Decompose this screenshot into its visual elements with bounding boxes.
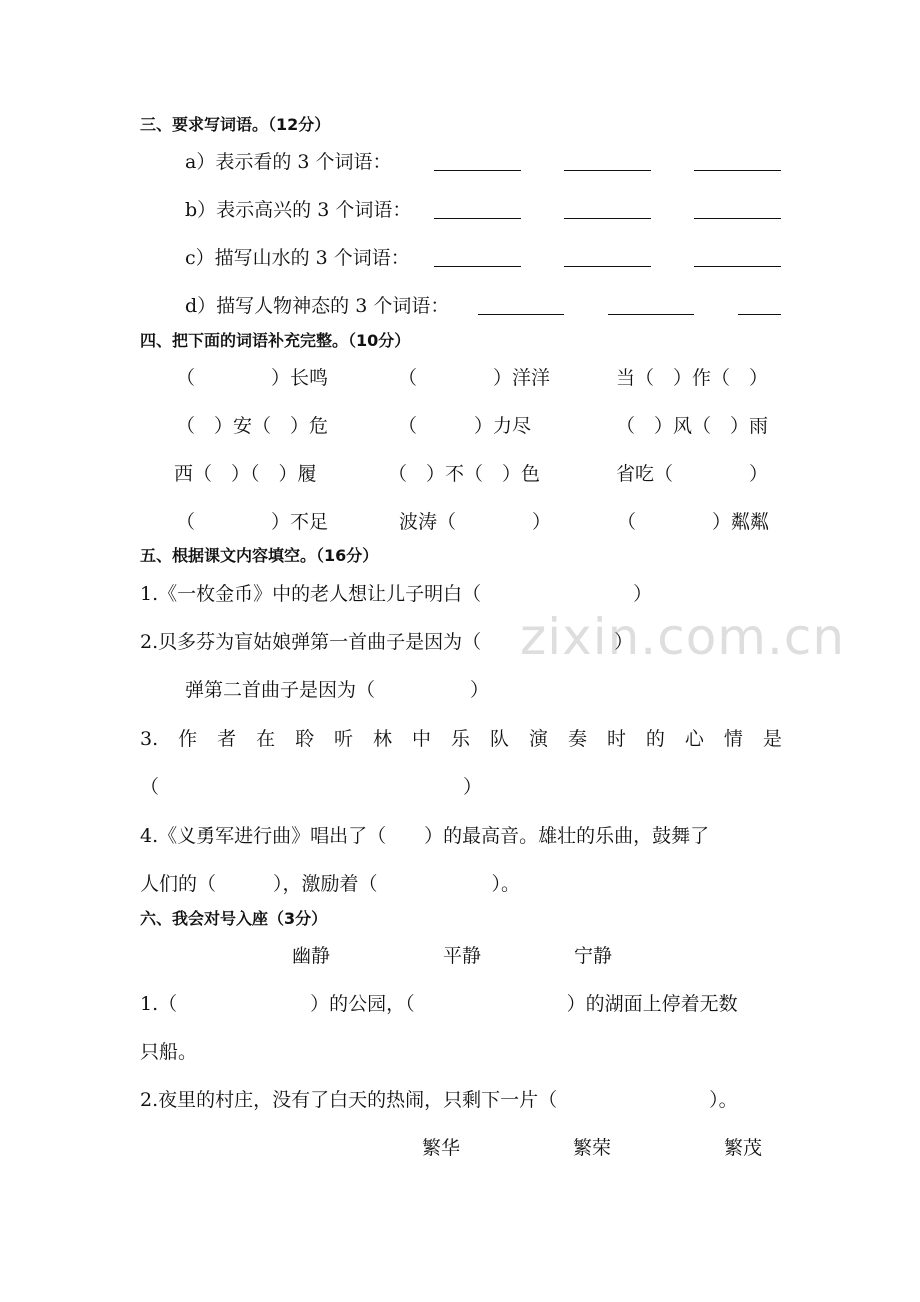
s4-r4-c2: 波涛（ ） bbox=[399, 511, 552, 533]
s5-l3-12: 时 bbox=[606, 728, 626, 750]
s5-l3-8: 乐 bbox=[451, 728, 471, 750]
s5-l3-11: 奏 bbox=[567, 728, 587, 750]
s3-c-blank-2[interactable] bbox=[564, 248, 651, 267]
section-3-title: 三、要求写词语。（12分） bbox=[140, 115, 331, 134]
s6-word-1: 幽静 bbox=[292, 945, 331, 967]
s3-d-blank-3[interactable] bbox=[738, 296, 781, 315]
s6-line-1: 1.（ ）的公园，（ ）的湖面上停着无数 bbox=[140, 993, 738, 1015]
s3-item-b: b）表示高兴的 3 个词语： bbox=[185, 199, 412, 221]
watermark: zixin.com.cn bbox=[520, 608, 846, 666]
s3-item-c: c）描写山水的 3 个词语： bbox=[185, 247, 410, 269]
section-6-title: 六、我会对号入座（3分） bbox=[140, 909, 328, 928]
s4-r4-c1: （ ）不足 bbox=[176, 511, 329, 533]
s3-a-blank-3[interactable] bbox=[694, 152, 781, 171]
s3-item-a: a）表示看的 3 个词语： bbox=[185, 151, 392, 173]
s5-l3-1: 作 bbox=[178, 728, 198, 750]
s5-l3-3: 在 bbox=[256, 728, 276, 750]
s4-r3-c2: （ ）不（ ）色 bbox=[388, 463, 541, 485]
s5-l3-16: 是 bbox=[762, 728, 782, 750]
s5-line-4: 4.《义勇军进行曲》唱出了（ ）的最高音。雄壮的乐曲，鼓舞了 bbox=[140, 825, 710, 847]
s3-d-blank-1[interactable] bbox=[478, 296, 564, 315]
s5-line-2b: 弹第二首曲子是因为（ ） bbox=[185, 679, 490, 701]
s4-r3-c1: 西（ ）（ ）履 bbox=[174, 463, 317, 485]
s3-a-blank-2[interactable] bbox=[564, 152, 651, 171]
s5-l3-13: 的 bbox=[645, 728, 665, 750]
s5-l3-2: 者 bbox=[217, 728, 237, 750]
s4-r2-c1: （ ）安（ ）危 bbox=[176, 415, 329, 437]
s6-word-6: 繁茂 bbox=[724, 1137, 763, 1159]
s4-r1-c3: 当（ ）作（ ） bbox=[616, 367, 769, 389]
s6-word-4: 繁华 bbox=[422, 1137, 461, 1159]
s5-l3-7: 中 bbox=[412, 728, 432, 750]
s4-r3-c3: 省吃（ ） bbox=[616, 463, 769, 485]
s5-l3-5: 听 bbox=[334, 728, 354, 750]
s4-r2-c3: （ ）风（ ）雨 bbox=[616, 415, 769, 437]
s5-l3-4: 聆 bbox=[295, 728, 315, 750]
s4-r1-c2: （ ）洋洋 bbox=[398, 367, 551, 389]
s6-word-3: 宁静 bbox=[574, 945, 613, 967]
s5-l3-9: 队 bbox=[489, 728, 509, 750]
s5-line-3 bbox=[140, 730, 782, 749]
s5-l3-6: 林 bbox=[373, 728, 393, 750]
s3-d-blank-2[interactable] bbox=[608, 296, 694, 315]
s5-line-2: 2.贝多芬为盲姑娘弹第一首曲子是因为（ ） bbox=[140, 631, 634, 653]
s3-b-blank-3[interactable] bbox=[694, 200, 781, 219]
s4-r2-c2: （ ）力尽 bbox=[398, 415, 532, 437]
section-5-title: 五、根据课文内容填空。（16分） bbox=[140, 546, 379, 565]
s5-line-4b: 人们的（ ），激励着（ ）。 bbox=[140, 873, 521, 895]
s5-line-1: 1.《一枚金币》中的老人想让儿子明白（ ） bbox=[140, 583, 653, 605]
s5-l3-15: 情 bbox=[723, 728, 743, 750]
s6-line-2: 2.夜里的村庄，没有了白天的热闹，只剩下一片（ ）。 bbox=[140, 1089, 738, 1111]
s3-c-blank-3[interactable] bbox=[694, 248, 781, 267]
s5-line-3b: （ ） bbox=[140, 776, 483, 798]
s3-a-blank-1[interactable] bbox=[434, 152, 521, 171]
s4-r4-c3: （ ）粼粼 bbox=[617, 511, 770, 533]
s5-l3-14: 心 bbox=[684, 728, 704, 750]
s6-word-5: 繁荣 bbox=[573, 1137, 612, 1159]
section-4-title: 四、把下面的词语补充完整。（10分） bbox=[140, 331, 411, 350]
s5-l3-0: 3. bbox=[140, 728, 159, 750]
s3-b-blank-1[interactable] bbox=[434, 200, 521, 219]
s6-line-1b: 只船。 bbox=[140, 1041, 198, 1063]
s4-r1-c1: （ ）长鸣 bbox=[176, 367, 329, 389]
s3-c-blank-1[interactable] bbox=[434, 248, 521, 267]
s3-b-blank-2[interactable] bbox=[564, 200, 651, 219]
s5-l3-10: 演 bbox=[528, 728, 548, 750]
s3-item-d: d）描写人物神态的 3 个词语： bbox=[185, 295, 450, 317]
s6-word-2: 平静 bbox=[443, 945, 482, 967]
